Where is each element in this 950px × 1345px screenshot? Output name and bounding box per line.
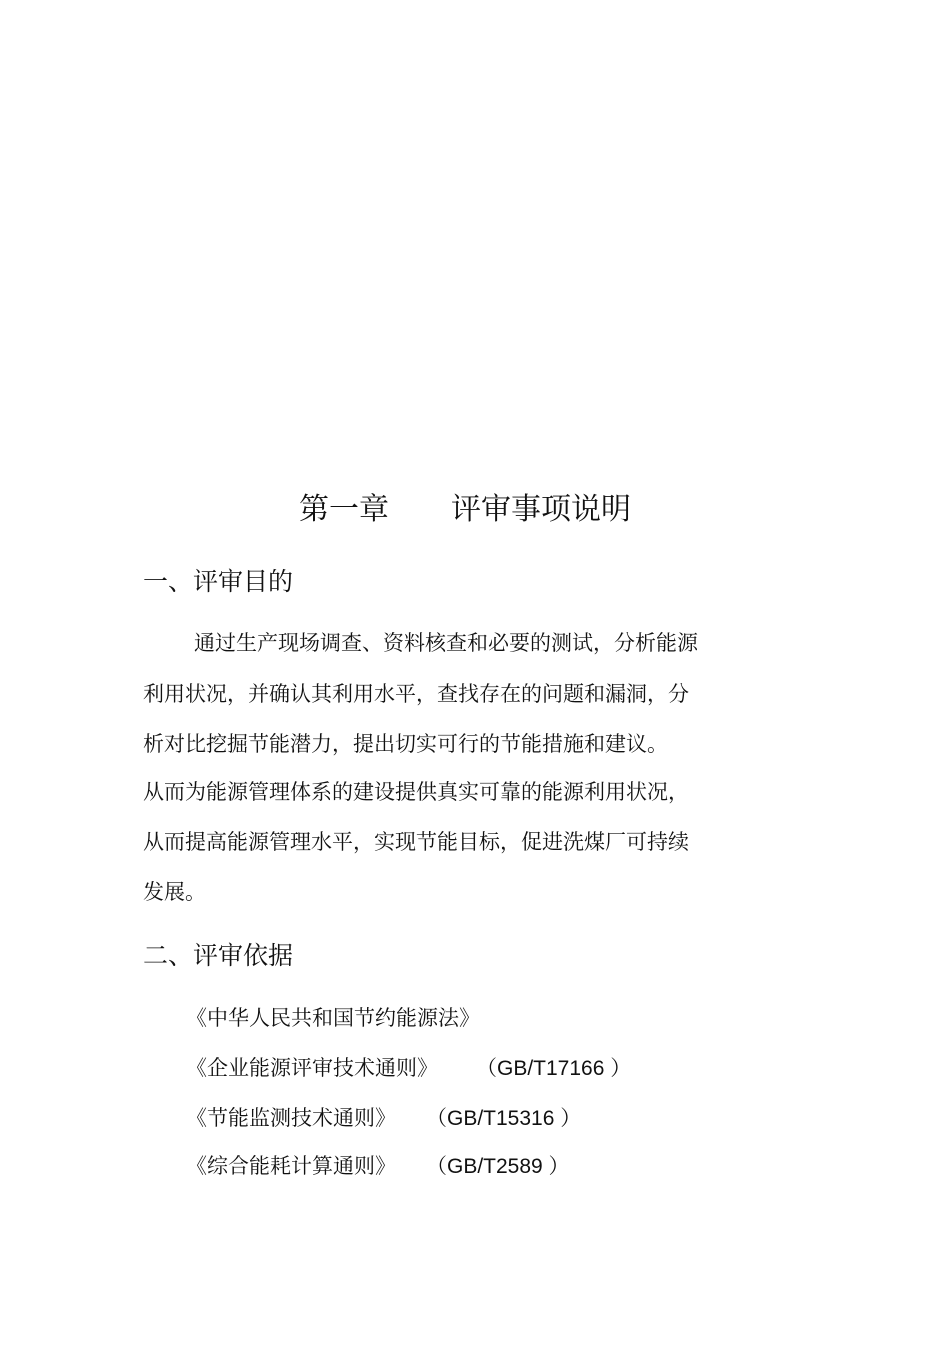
basis-item-code: （GB/T15316 ）: [426, 1107, 582, 1130]
basis-item: [186, 1103, 581, 1134]
basis-item: [186, 1151, 570, 1182]
section-heading-basis: 二、评审依据: [143, 941, 294, 970]
basis-item-title: 《综合能耗计算通则》: [186, 1154, 396, 1178]
basis-item: [186, 1003, 480, 1033]
chapter-title: [0, 488, 930, 532]
paragraph-line: 利用状况，并确认其利用水平，查找存在的问题和漏洞，分: [143, 682, 689, 706]
basis-item-code: （GB/T17166 ）: [476, 1057, 632, 1080]
basis-item-title: 《节能监测技术通则》: [186, 1106, 396, 1130]
paragraph-line: 发展。: [143, 880, 206, 904]
paragraph-line: 从而提高能源管理水平，实现节能目标，促进洗煤厂可持续: [143, 830, 689, 854]
basis-item-title: 《中华人民共和国节约能源法》: [186, 1006, 480, 1030]
paragraph-line: 通过生产现场调查、资料核查和必要的测试，分析能源: [194, 631, 698, 655]
basis-item-code: （GB/T2589 ）: [426, 1155, 570, 1178]
basis-item-title: 《企业能源评审技术通则》: [186, 1056, 438, 1080]
chapter-name: 评审事项说明: [451, 492, 631, 527]
basis-item: [186, 1053, 631, 1084]
section-heading-purpose: 一、评审目的: [143, 567, 294, 596]
chapter-number: 第一章: [299, 492, 389, 527]
paragraph-line: 从而为能源管理体系的建设提供真实可靠的能源利用状况，: [143, 780, 689, 804]
paragraph-line: 析对比挖掘节能潜力，提出切实可行的节能措施和建议。: [143, 732, 668, 756]
